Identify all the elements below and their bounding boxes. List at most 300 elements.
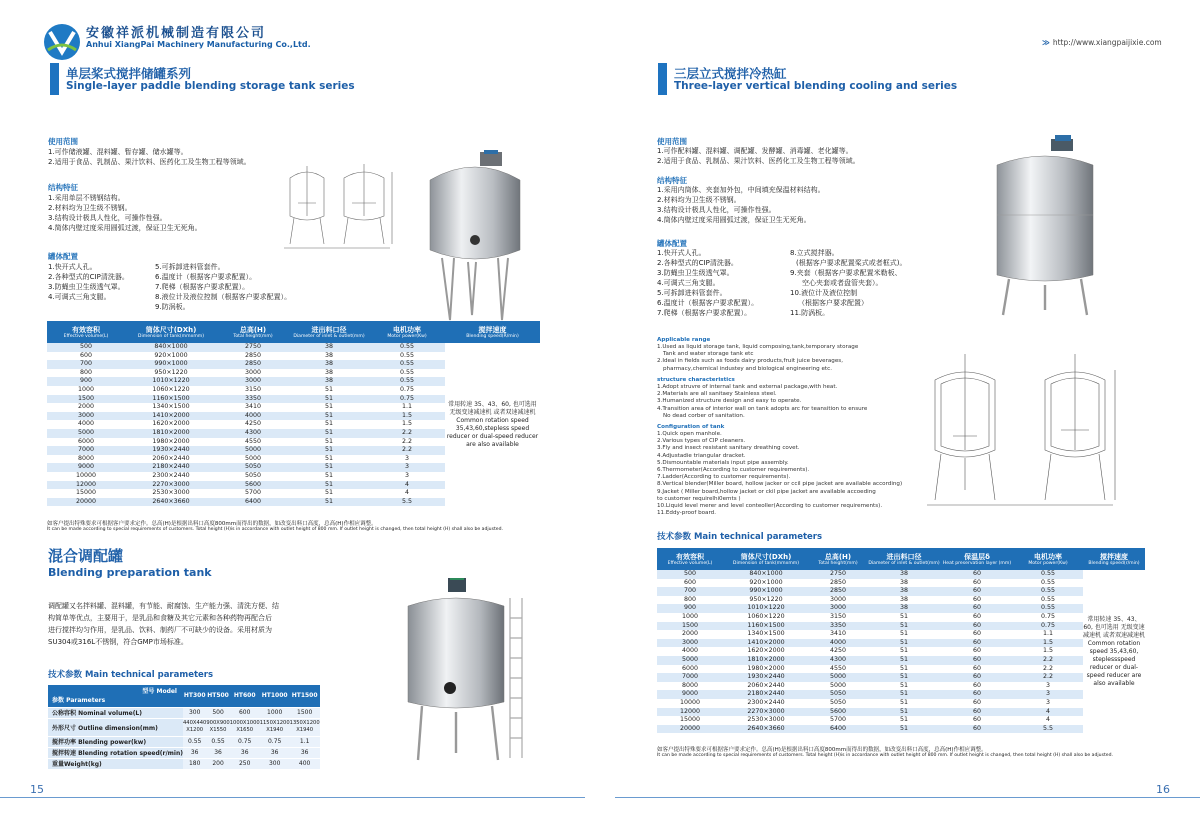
- table-cell: 60: [941, 690, 1013, 699]
- table-cell: 9000: [657, 690, 723, 699]
- table-cell: 2180×2440: [125, 463, 217, 472]
- table-cell: 51: [867, 708, 941, 717]
- table-cell: 900X900 X1550: [206, 718, 229, 736]
- table-cell: 2850: [809, 587, 867, 596]
- table-cell: 38: [289, 360, 369, 369]
- table-cell: 700: [657, 587, 723, 596]
- table-cell: 950×1220: [125, 369, 217, 378]
- table-cell: 2270×3000: [723, 708, 809, 717]
- table-cell: 6400: [217, 498, 289, 507]
- table-cell: 0.55: [183, 736, 206, 747]
- mix-model-ht1000: HT1000: [260, 685, 290, 707]
- table-cell: 20000: [47, 498, 125, 507]
- table-cell: 2750: [809, 570, 867, 579]
- right-en-usage-list: 1.Used as liquid storage tank, liquid composing,tank,temporary storage Tank and water storage tank etc 2.Ideal in fields such as foods dairy products,fruit juice beverages, pharmacy,chemical industey and biological engineering etc.: [657, 344, 859, 372]
- table-cell: 1.5: [369, 412, 445, 421]
- table-cell: 4300: [809, 656, 867, 665]
- table-cell: 60: [941, 639, 1013, 648]
- table-cell: 800: [657, 596, 723, 605]
- left-footnote-cn: 如客户提出特殊要求可根据客户要求定作。总高(H)是根据出料口高度800mm而得出的数据，如改变出料口高度，总高(H)作相应调整。: [47, 521, 377, 527]
- right-col-diameter: 进出料口径 Diameter of inlet & outlet(mm): [867, 548, 941, 570]
- table-cell: 0.75: [369, 395, 445, 404]
- table-cell: 60: [941, 579, 1013, 588]
- footer-line-right: [615, 797, 1200, 798]
- table-row: [47, 343, 540, 352]
- table-cell: 51: [289, 429, 369, 438]
- table-cell: 2850: [217, 360, 289, 369]
- table-cell: 3: [369, 463, 445, 472]
- table-cell: 51: [289, 455, 369, 464]
- table-cell: 51: [867, 622, 941, 631]
- table-cell: 2750: [217, 343, 289, 352]
- table-cell: 36: [183, 747, 206, 758]
- left-col-height: 总高(H) Total height(mm): [217, 321, 289, 343]
- left-usage-heading: 使用范围: [48, 137, 78, 146]
- table-cell: 3: [369, 455, 445, 464]
- table-cell: 2.2: [1013, 656, 1083, 665]
- table-cell: 1500: [47, 395, 125, 404]
- table-cell: 10000: [657, 699, 723, 708]
- table-cell: 60: [941, 630, 1013, 639]
- table-cell: 38: [867, 579, 941, 588]
- table-cell: 4000: [217, 412, 289, 421]
- table-cell: 3: [369, 472, 445, 481]
- mix-tech-heading: 技术参数 Main technical parameters: [48, 670, 214, 680]
- table-cell: 1500: [657, 622, 723, 631]
- table-cell: 51: [289, 386, 369, 395]
- right-struct-heading: 结构特征: [657, 176, 687, 185]
- table-cell: 51: [289, 498, 369, 507]
- left-title-cn: 单层桨式搅拌储罐系列: [66, 66, 192, 81]
- table-cell: 2.2: [369, 438, 445, 447]
- table-cell: 250: [230, 758, 260, 769]
- company-name-cn: 安徽祥派机械制造有限公司: [86, 26, 267, 41]
- table-cell: 51: [867, 699, 941, 708]
- table-cell: 4: [1013, 716, 1083, 725]
- table-cell: 400: [290, 758, 320, 769]
- right-en-struct-list: 1.Adopt struvre of internal tank and external package,with heat. 2.Materials are all sanitaey Stainless steel. 3.Humanized structure design and easy to operate. 4.Transition area of interior wall on tank adopts arc for teansition to ensure No dead corber of sanitation.: [657, 384, 868, 419]
- table-cell: 6400: [809, 725, 867, 734]
- section-bar-right-icon: [658, 63, 667, 95]
- table-row: [657, 690, 1145, 699]
- table-cell: 2530×3000: [723, 716, 809, 725]
- left-config-list-b: 5.可拆卸进料管套件。 6.温度计（根据客户要求配置）。 7.爬梯（根据客户要求配置）。 8.液位计及液位控制（根据客户要求配置）。 9.防涡板。: [155, 263, 292, 311]
- jacketed-tank-schematic: [925, 350, 1135, 510]
- table-cell: 5.5: [369, 498, 445, 507]
- single-layer-tank-photo: [420, 150, 530, 330]
- table-cell: 36: [206, 747, 229, 758]
- mix-title-en: Blending preparation tank: [48, 566, 212, 579]
- table-cell: 4000: [657, 647, 723, 656]
- table-cell: 60: [941, 656, 1013, 665]
- company-name-en: Anhui XiangPai Machinery Manufacturing Co.,Ltd.: [86, 40, 311, 49]
- table-cell: 60: [941, 604, 1013, 613]
- table-cell: 2060×2440: [125, 455, 217, 464]
- table-cell: 3000: [657, 639, 723, 648]
- company-logo-icon: [42, 22, 82, 62]
- table-cell: 8000: [47, 455, 125, 464]
- right-footnote-cn: 如客户提出特殊要求可根据客户要求定作。总高(H)是根据出料口高度800mm而得出的数据，如改变出料口高度，总高(H)作相应调整。: [657, 747, 987, 753]
- table-cell: 1.5: [1013, 639, 1083, 648]
- table-cell: 60: [941, 587, 1013, 596]
- tank-schematic-drawing: [282, 158, 412, 253]
- table-cell: 5050: [217, 472, 289, 481]
- right-title-cn: 三层立式搅拌冷热缸: [674, 66, 787, 81]
- table-cell: 60: [941, 708, 1013, 717]
- left-col-diameter: 进出料口径 Diameter of inlet & outlet(mm): [289, 321, 369, 343]
- table-cell: 0.75: [230, 736, 260, 747]
- table-cell: 1.1: [290, 736, 320, 747]
- table-cell: 1150X1200 X1940: [260, 718, 290, 736]
- table-cell: 4550: [217, 438, 289, 447]
- table-cell: 38: [867, 570, 941, 579]
- table-cell: 2.2: [369, 429, 445, 438]
- right-usage-list: 1.可作配料罐、混料罐、调配罐、发酵罐、消毒罐、老化罐等。 2.适用于食品、乳制品、果汁饮料、医药化工及生物工程等领域。: [657, 147, 860, 165]
- table-cell: 12000: [657, 708, 723, 717]
- table-cell: 38: [289, 352, 369, 361]
- table-cell: 1060×1220: [125, 386, 217, 395]
- table-cell: 1000: [260, 707, 290, 718]
- table-cell: 0.75: [260, 736, 290, 747]
- table-cell: 2640×3660: [723, 725, 809, 734]
- table-cell: 1500: [290, 707, 320, 718]
- table-row: [657, 622, 1145, 631]
- table-cell: 1160×1500: [125, 395, 217, 404]
- table-cell: 840×1000: [125, 343, 217, 352]
- table-cell: 300: [183, 707, 206, 718]
- table-cell: 60: [941, 613, 1013, 622]
- table-cell: 2270×3000: [125, 481, 217, 490]
- table-cell: 60: [941, 682, 1013, 691]
- table-cell: 3150: [809, 613, 867, 622]
- table-cell: 920×1000: [723, 579, 809, 588]
- mix-title-cn: 混合调配罐: [48, 547, 124, 565]
- table-cell: 51: [867, 725, 941, 734]
- right-tech-heading: 技术参数 Main technical parameters: [657, 532, 823, 542]
- left-col-speed: 搅拌速度 Blending speed(R/min): [445, 321, 540, 343]
- table-row: [657, 613, 1145, 622]
- table-cell: 1000X1000 X1650: [230, 718, 260, 736]
- table-cell: 2640×3660: [125, 498, 217, 507]
- table-cell: 1000: [657, 613, 723, 622]
- table-cell: 1410×2000: [125, 412, 217, 421]
- table-cell: 0.55: [206, 736, 229, 747]
- table-cell: 5000: [217, 446, 289, 455]
- table-cell: 3410: [809, 630, 867, 639]
- mix-model-ht500: HT500: [206, 685, 229, 707]
- right-col-dimension: 筒体尺寸(DXh) Dimension of tank(mmxmm): [723, 548, 809, 570]
- left-struct-list: 1.采用单层不锈钢结构。 2.材料均为卫生级不锈钢。 3.结构设计极具人性化，可操作性强。 4.简体内壁过度采用圆弧过渡，保证卫生无死角。: [48, 194, 202, 232]
- table-cell: 51: [867, 682, 941, 691]
- table-cell: 1620×2000: [125, 420, 217, 429]
- table-cell: 60: [941, 673, 1013, 682]
- table-cell: 500: [657, 570, 723, 579]
- table-cell: 1010×1220: [723, 604, 809, 613]
- table-cell: 3350: [217, 395, 289, 404]
- table-cell: 3150: [217, 386, 289, 395]
- table-cell: 0.55: [1013, 596, 1083, 605]
- section-bar-icon: [50, 63, 59, 95]
- table-cell: 0.55: [369, 360, 445, 369]
- left-config-heading: 罐体配置: [48, 252, 78, 261]
- table-cell: 4: [369, 489, 445, 498]
- table-cell: 1000: [47, 386, 125, 395]
- table-cell: 1.5: [369, 420, 445, 429]
- table-cell: 2.2: [369, 446, 445, 455]
- table-cell: 5050: [809, 699, 867, 708]
- table-cell: 4000: [809, 639, 867, 648]
- table-cell: 4550: [809, 665, 867, 674]
- left-footnote-en: It can be made according to special requirements of customers. Total height (H)is in accordance with outlet height of 800 mm. If outlet height is changed, then total height (H) shall also be adjusted.: [47, 527, 503, 532]
- table-cell: 3000: [809, 604, 867, 613]
- table-cell: 900: [657, 604, 723, 613]
- left-struct-heading: 结构特征: [48, 183, 78, 192]
- table-cell: 51: [289, 489, 369, 498]
- table-cell: 3000: [809, 596, 867, 605]
- table-row: [657, 630, 1145, 639]
- right-config-list-a: 1.快开式人孔。 2.各种型式的CIP清洗器。 3.防蝇虫卫生级透气罩。 4.可调式三角支腿。 5.可拆卸进料管套件。 6.温度计（根据客户要求配置）。 7.爬梯（根据客户要求配置）。: [657, 249, 759, 317]
- table-cell: 38: [867, 587, 941, 596]
- table-cell: 5700: [809, 716, 867, 725]
- left-title-en: Single-layer paddle blending storage tank series: [66, 80, 355, 92]
- right-spec-table: [657, 548, 1145, 733]
- table-cell: 20000: [657, 725, 723, 734]
- table-cell: 3: [1013, 690, 1083, 699]
- table-cell: 38: [867, 596, 941, 605]
- mix-model-ht1500: HT1500: [290, 685, 320, 707]
- table-cell: 4250: [809, 647, 867, 656]
- left-col-volume: 有效容积 Effective volume(L): [47, 321, 125, 343]
- right-col-motor: 电机功率 Motor power(Kw): [1013, 548, 1083, 570]
- table-row: [657, 716, 1145, 725]
- table-cell: 1340×1500: [723, 630, 809, 639]
- table-row: [657, 673, 1145, 682]
- table-cell: 1.1: [369, 403, 445, 412]
- table-cell: 300: [260, 758, 290, 769]
- table-cell: 36: [290, 747, 320, 758]
- website-url-text[interactable]: http://www.xiangpaijixie.com: [1052, 38, 1162, 47]
- table-row: [657, 647, 1145, 656]
- table-cell: 600: [230, 707, 260, 718]
- table-cell: 2180×2440: [723, 690, 809, 699]
- table-cell: 2.2: [1013, 665, 1083, 674]
- table-cell: 840×1000: [723, 570, 809, 579]
- right-en-usage-heading: Applicable range: [657, 337, 711, 343]
- table-cell: 6000: [657, 665, 723, 674]
- footer-line-left: [0, 797, 585, 798]
- table-cell: 4300: [217, 429, 289, 438]
- table-cell: 2000: [657, 630, 723, 639]
- table-cell: 600: [47, 352, 125, 361]
- table-cell: 60: [941, 570, 1013, 579]
- table-cell: 5600: [217, 481, 289, 490]
- table-row: [657, 587, 1145, 596]
- table-cell: 38: [289, 369, 369, 378]
- table-cell: 51: [289, 403, 369, 412]
- table-cell: 36: [230, 747, 260, 758]
- table-cell: 0.55: [369, 352, 445, 361]
- table-cell: 15000: [657, 716, 723, 725]
- table-cell: 7000: [47, 446, 125, 455]
- mix-model-ht300: HT300: [183, 685, 206, 707]
- table-cell: 990×1000: [125, 360, 217, 369]
- table-cell: 5000: [809, 682, 867, 691]
- table-cell: 0.55: [369, 343, 445, 352]
- param-label: 重量Weight(kg): [48, 758, 183, 769]
- table-cell: 0.55: [1013, 587, 1083, 596]
- table-cell: 5000: [47, 429, 125, 438]
- website-url[interactable]: [1042, 38, 1162, 47]
- table-cell: 1060×1220: [723, 613, 809, 622]
- table-cell: 0.75: [369, 386, 445, 395]
- table-cell: 2000: [47, 403, 125, 412]
- left-usage-list: 1.可作储液罐、混料罐、暂存罐、储水罐等。 2.适用于食品、乳制品、果汁饮料、医药化工及生物工程等领域。: [48, 148, 251, 166]
- table-row: [657, 604, 1145, 613]
- table-cell: 500: [47, 343, 125, 352]
- table-cell: 38: [867, 604, 941, 613]
- table-cell: 7000: [657, 673, 723, 682]
- table-cell: 1930×2440: [125, 446, 217, 455]
- table-cell: 51: [289, 481, 369, 490]
- table-cell: 5000: [657, 656, 723, 665]
- left-spec-table: [47, 321, 540, 506]
- table-cell: 51: [867, 690, 941, 699]
- table-cell: 800: [47, 369, 125, 378]
- left-config-list-a: 1.快开式人孔。 2.各种型式的CIP清洗器。 3.防蝇虫卫生级透气罩。 4.可调式三角支腿。: [48, 263, 129, 301]
- right-en-config-heading: Configuration of tank: [657, 424, 725, 430]
- table-cell: 2300×2440: [723, 699, 809, 708]
- param-label: 外形尺寸 Outline dimension(mm): [48, 718, 183, 736]
- table-cell: 51: [867, 656, 941, 665]
- table-cell: 500: [206, 707, 229, 718]
- table-cell: 38: [289, 377, 369, 386]
- table-cell: 5050: [809, 690, 867, 699]
- table-row: [48, 707, 320, 718]
- table-cell: 60: [941, 725, 1013, 734]
- table-cell: 51: [867, 665, 941, 674]
- table-row: [657, 682, 1145, 691]
- table-cell: 900: [47, 377, 125, 386]
- right-struct-list: 1.采用内筒体、夹套加外包，中间填充保温材料结构。 2.材料均为卫生级不锈钢。 3.结构设计极具人性化，可操作性强。 4.筒体内壁过度采用圆弧过渡，保证卫生无死角。: [657, 186, 825, 224]
- table-cell: 4250: [217, 420, 289, 429]
- table-row: [657, 596, 1145, 605]
- table-row: [48, 758, 320, 769]
- table-cell: 1980×2000: [125, 438, 217, 447]
- table-cell: 51: [867, 639, 941, 648]
- mix-spec-table: [48, 685, 320, 770]
- table-cell: 2530×3000: [125, 489, 217, 498]
- table-cell: 60: [941, 716, 1013, 725]
- blending-tank-photo: [398, 578, 538, 763]
- table-cell: 1010×1220: [125, 377, 217, 386]
- table-cell: 51: [289, 438, 369, 447]
- left-col-dimension: 筒体尺寸(DXh) Dimension of tank(mmxmm): [125, 321, 217, 343]
- three-layer-tank-photo: [985, 135, 1105, 320]
- table-cell: 51: [867, 613, 941, 622]
- table-row: [657, 699, 1145, 708]
- right-col-speed: 搅拌速度 Blending speed(r/min): [1083, 548, 1145, 570]
- table-cell: 51: [867, 630, 941, 639]
- right-config-heading: 罐体配置: [657, 239, 687, 248]
- table-cell: 3: [1013, 699, 1083, 708]
- right-col-height: 总高(H) Total height(mm): [809, 548, 867, 570]
- param-label: 搅拌功率 Blending power(kw): [48, 736, 183, 747]
- table-cell: 5000: [217, 455, 289, 464]
- table-row: [48, 736, 320, 747]
- right-config-list-b: 8.立式搅拌器。 (根据客户要求配置桨式或者框式)。 9.夹套（根据客户要求配置米勒板、 空心夹套或者盘管夹套）。 10.液位计及液位控制 （根据客户要求配置） 11.防涡板。: [790, 249, 907, 317]
- table-cell: 0.55: [1013, 579, 1083, 588]
- table-cell: 1.5: [1013, 647, 1083, 656]
- blending-speed-note: 常用转速 35、43、60, 也可选用 无级变速减速机 或者双速减速机 Common rotation speed 35,43,60, steplessspeed reducer or dual-speed reducer are also available: [1083, 570, 1145, 733]
- table-cell: 5.5: [1013, 725, 1083, 734]
- right-col-volume: 有效容积 Effective volume(L): [657, 548, 723, 570]
- table-cell: 5700: [217, 489, 289, 498]
- table-row: [657, 725, 1145, 734]
- table-cell: 36: [260, 747, 290, 758]
- table-cell: 1350X1200 X1940: [290, 718, 320, 736]
- table-cell: 2850: [217, 352, 289, 361]
- table-cell: 0.55: [369, 377, 445, 386]
- table-cell: 8000: [657, 682, 723, 691]
- table-cell: 0.75: [1013, 622, 1083, 631]
- table-cell: 3350: [809, 622, 867, 631]
- table-cell: 51: [289, 412, 369, 421]
- table-cell: 60: [941, 622, 1013, 631]
- table-row: [657, 665, 1145, 674]
- table-row: [48, 747, 320, 758]
- table-cell: 51: [867, 716, 941, 725]
- mix-model-header: 型号 Model 参数 Parameters: [48, 685, 183, 707]
- table-cell: 1930×2440: [723, 673, 809, 682]
- table-cell: 180: [183, 758, 206, 769]
- table-cell: 3000: [217, 377, 289, 386]
- page-number-right: 16: [1156, 783, 1170, 796]
- table-cell: 0.55: [1013, 570, 1083, 579]
- right-col-insulation: 保温层δ Heat preservation layer (mm): [941, 548, 1013, 570]
- table-row: [657, 579, 1145, 588]
- chevron-right-icon: ≫: [1042, 38, 1050, 47]
- table-cell: 990×1000: [723, 587, 809, 596]
- table-cell: 51: [289, 395, 369, 404]
- table-cell: 10000: [47, 472, 125, 481]
- table-cell: 0.55: [369, 369, 445, 378]
- param-label: 搅拌转速 Blending rotation speed(r/min): [48, 747, 183, 758]
- mix-description: 调配罐又名拌料罐、混料罐，有节能、耐腐蚀、生产能力强、清洗方便、结 构简单等优点，主要用于，是乳品和食糖及其它元素和各种药物再配合后 进行搅拌均匀作用，是乳品、饮料、制药厂不可缺少的设备。采用材质为 SU304或316L不锈钢，符合GMP市场标准。: [48, 602, 279, 646]
- table-cell: 3410: [217, 403, 289, 412]
- table-cell: 5600: [809, 708, 867, 717]
- table-cell: 2850: [809, 579, 867, 588]
- table-cell: 12000: [47, 481, 125, 490]
- table-cell: 4000: [47, 420, 125, 429]
- table-cell: 60: [941, 596, 1013, 605]
- table-cell: 0.75: [1013, 613, 1083, 622]
- table-cell: 60: [941, 647, 1013, 656]
- table-row: [657, 708, 1145, 717]
- table-cell: 1810×2000: [723, 656, 809, 665]
- table-cell: 1410×2000: [723, 639, 809, 648]
- table-cell: 60: [941, 665, 1013, 674]
- page-number-left: 15: [30, 783, 44, 796]
- table-cell: 950×1220: [723, 596, 809, 605]
- table-row: [657, 656, 1145, 665]
- table-cell: 1980×2000: [723, 665, 809, 674]
- table-cell: 60: [941, 699, 1013, 708]
- table-cell: 51: [867, 673, 941, 682]
- left-col-motor: 电机功率 Motor power(Kw): [369, 321, 445, 343]
- param-label: 公称容积 Nominal volume(L): [48, 707, 183, 718]
- table-cell: 4: [369, 481, 445, 490]
- table-cell: 51: [289, 446, 369, 455]
